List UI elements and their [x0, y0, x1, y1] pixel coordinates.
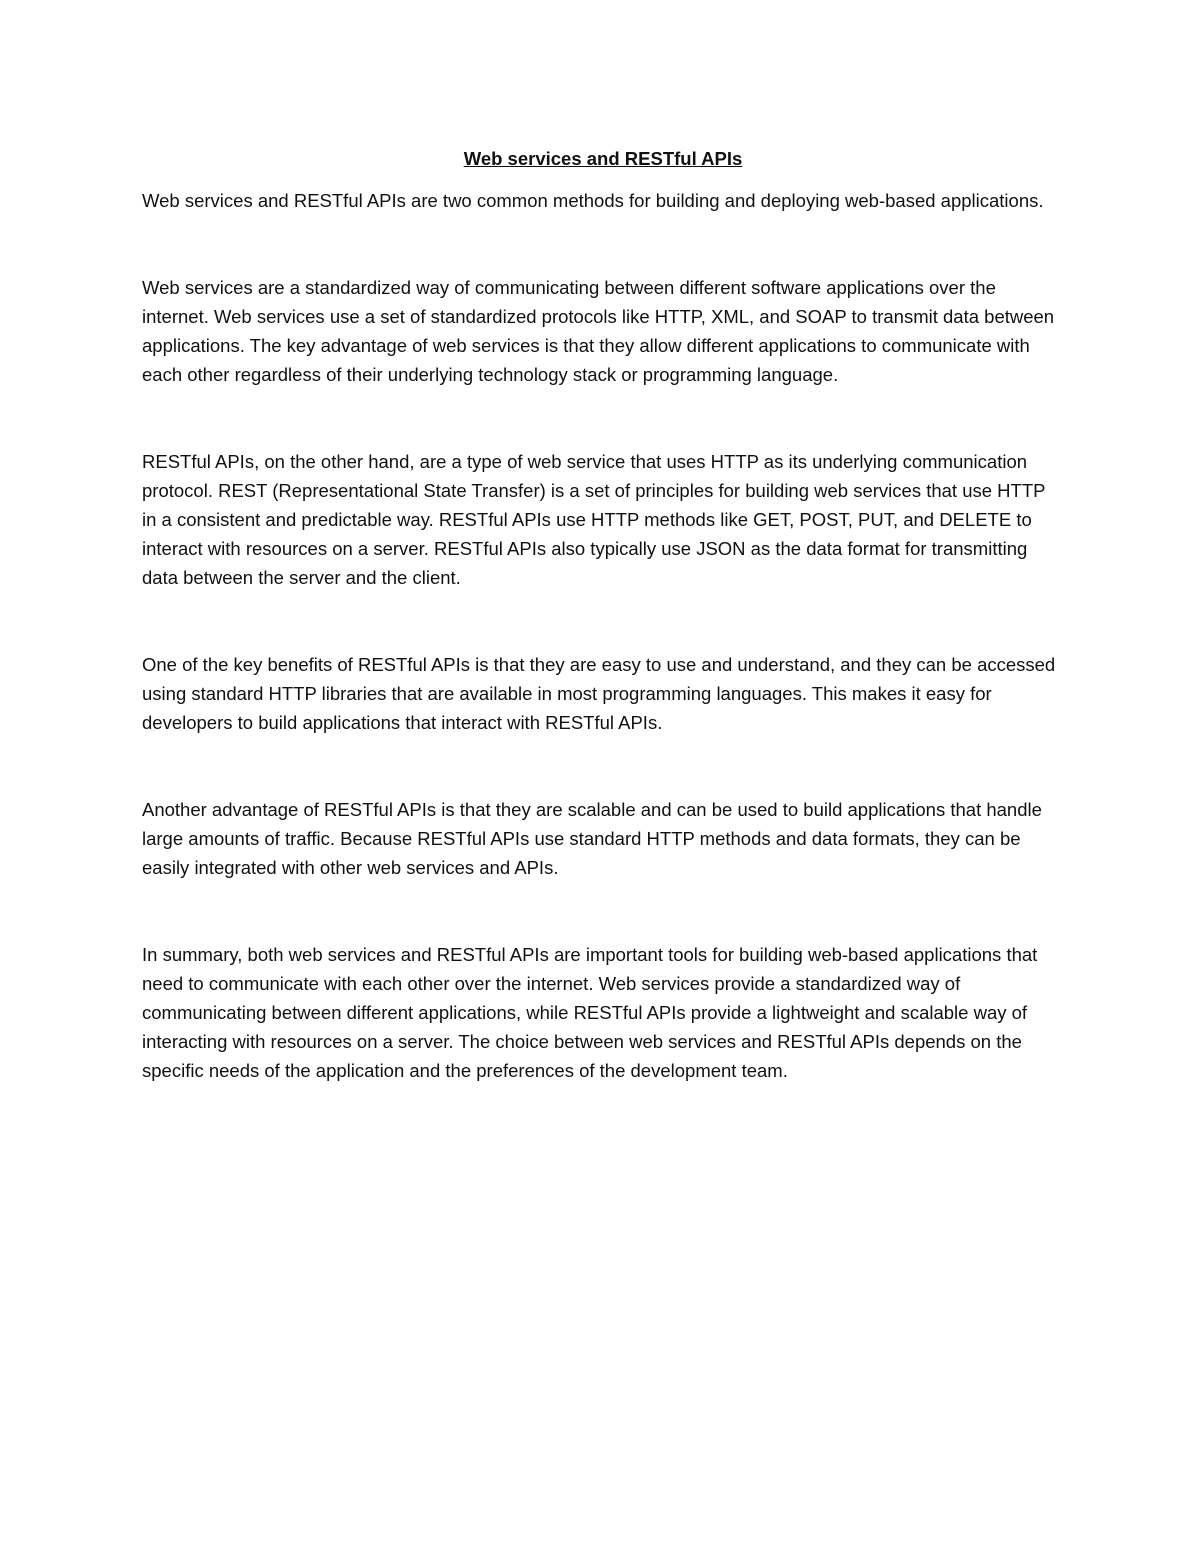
document-title: Web services and RESTful APIs: [463, 148, 743, 169]
paragraph-intro: Web services and RESTful APIs are two common methods for building and deploying web-based applications.: [142, 190, 1044, 211]
paragraph-scalability: Another advantage of RESTful APIs is that they are scalable and can be used to build applications that handle large amounts of traffic. Because RESTful APIs use standard HTTP methods and data formats, they can be easily integrated with other web services and APIs.: [142, 799, 1042, 878]
document-body: [142, 144, 1064, 1143]
paragraph-web-services: Web services are a standardized way of communicating between different software applications over the internet. Web services use a set of standardized protocols like HTTP, XML, and SOAP to transmit data between applications. The key advantage of web services is that they allow different applications to communicate with each other regardless of their underlying technology stack or programming language.: [142, 277, 1055, 385]
paragraph-restful-apis: RESTful APIs, on the other hand, are a type of web service that uses HTTP as its underlying communication protocol. REST (Representational State Transfer) is a set of principles for building web services that use HTTP in a consistent and predictable way. RESTful APIs use HTTP methods like GET, POST, PUT, and DELETE to interact with resources on a server. RESTful APIs also typically use JSON as the data format for transmitting data between the server and the client.: [142, 451, 1046, 588]
paragraph-summary: In summary, both web services and RESTful APIs are important tools for building web-based applications that need to communicate with each other over the internet. Web services provide a standardized way of communicating between different applications, while RESTful APIs provide a lightweight and scalable way of interacting with resources on a server. The choice between web services and RESTful APIs depends on the specific needs of the application and the preferences of the development team.: [142, 944, 1038, 1081]
paragraph-key-benefits: One of the key benefits of RESTful APIs is that they are easy to use and understand, and they can be accessed using standard HTTP libraries that are available in most programming languages. This makes it easy for developers to build applications that interact with RESTful APIs.: [142, 654, 1056, 733]
